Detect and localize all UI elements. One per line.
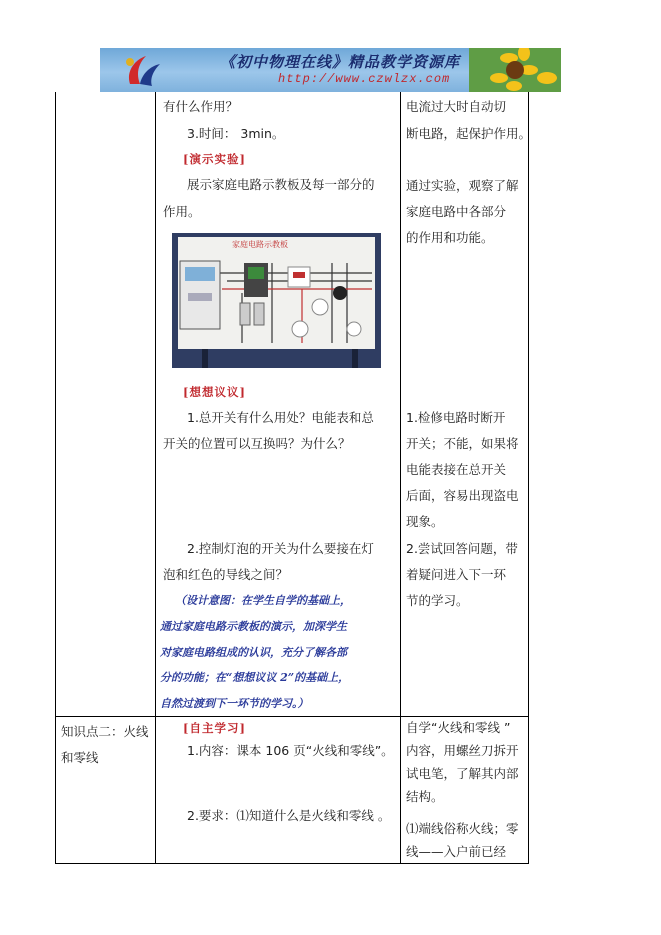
answer-text: 2.尝试回答问题，带 [406,541,518,556]
knowledge-point-label: 知识点二：火线 [61,724,149,739]
content-item: 1.内容：课本 106 页“火线和零线”。 [187,743,394,758]
photo-caption: 家庭电路示教板 [232,240,288,249]
answer-text: 着疑问进入下一环 [406,567,507,582]
design-intent: 分的功能；在“想想议议 2”的基础上， [160,671,350,684]
text-line: 有什么作用？ [163,99,239,114]
design-intent: 对家庭电路组成的认识，充分了解各部 [160,646,347,659]
design-intent: 通过家庭电路示教板的演示，加深学生 [160,620,347,633]
demo-heading: [演示实验] [183,152,246,166]
table-row-divider [55,716,529,717]
answer-text: ⑴端线俗称火线；零 [406,821,519,836]
sunflower-icon [469,48,561,92]
answer-text: 节的学习。 [406,593,469,608]
answer-text: 结构。 [406,789,444,804]
header-banner [100,48,561,92]
demo-text: 展示家庭电路示教板及每一部分的 [187,177,375,192]
site-url[interactable]: http://www.czwlzx.com [278,72,451,86]
table-col-divider-2 [400,92,401,864]
self-study-heading: [自主学习] [183,721,246,735]
demo-board-illustration [172,233,381,368]
answer-text: 的作用和功能。 [406,230,494,245]
answer-text: 试电笔，了解其内部 [406,766,519,781]
answer-text: 内容，用螺丝刀拆开 [406,743,519,758]
site-title: 《初中物理在线》精品教学资源库 [220,53,461,71]
demo-text: 作用。 [163,204,201,219]
table-col-divider-1 [155,92,156,864]
knowledge-point-label: 和零线 [61,750,99,765]
table-left-border [55,92,56,864]
question-2: 2.控制灯泡的开关为什么要接在灯 [187,541,374,556]
answer-text: 线——入户前已经 [406,844,507,859]
table-bottom-border [55,863,529,864]
answer-text: 后面，容易出现盗电 [406,488,519,503]
question-1: 1.总开关有什么用处？电能表和总 [187,410,374,425]
question-2: 泡和红色的导线之间？ [163,567,289,582]
answer-text: 家庭电路中各部分 [406,204,507,219]
answer-text: 自学“火线和零线 ” [406,720,511,735]
answer-text: 通过实验，观察了解 [406,178,519,193]
discuss-heading: [想想议议] [183,385,246,399]
table-right-border [528,92,529,864]
answer-text: 现象。 [406,514,444,529]
time-text: 3.时间： 3min。 [187,126,285,141]
design-intent: 自然过渡到下一环节的学习。） [160,697,309,710]
site-logo-icon [122,54,162,88]
answer-text: 电能表接在总开关 [406,462,507,477]
answer-text: 断电路，起保护作用。 [406,126,532,141]
answer-text: 电流过大时自动切 [406,99,507,114]
question-1: 开关的位置可以互换吗？为什么？ [163,436,351,451]
answer-text: 1.检修电路时断开 [406,410,506,425]
design-intent: （设计意图：在学生自学的基础上， [175,594,351,607]
demo-board-photo [172,233,381,368]
requirement-item: 2.要求：⑴知道什么是火线和零线 。 [187,808,391,823]
answer-text: 开关；不能，如果将 [406,436,519,451]
